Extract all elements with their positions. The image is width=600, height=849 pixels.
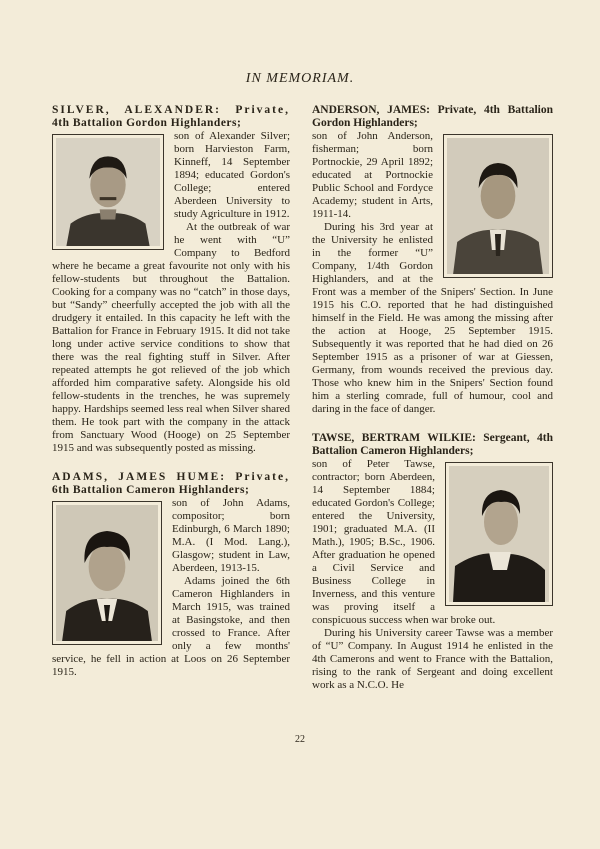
page-header: IN MEMORIAM.	[245, 71, 355, 86]
portrait-image	[56, 505, 158, 641]
page-number: 22	[295, 734, 305, 745]
entry-bio: son of Alexander Silver; born Harvieston Farm, Kinneff, 14 September 1894; educated Gordon's College; entered Aberdeen University to study Agriculture in 1912.	[174, 130, 290, 220]
entry-name: ANDERSON, JAMES:	[312, 104, 430, 116]
entry-unit: 6th Battalion Cameron Highlanders;	[52, 484, 250, 496]
entry-unit: 4th Battalion Gordon Highlanders;	[52, 117, 242, 129]
portrait-image	[447, 138, 549, 274]
entry-body: During his 3rd year at the University he enlisted in the former “U” Company, 1/4th Gordon Highlanders, and at the Front was a member of the Snipers' Section. In June 1915 his C.O. reported that he had distinguished himself in the Field. He was among the missing after the action at Hooge, 25 September 1915. Subsequently it was reported that he had died on 26 September 1915 as a prisoner of war at Giessen, Germany, from wounds received the previous day. Those who knew him in the Snipers' Section found him a sterling comrade, full of humour, cool and daring in the face of danger.	[312, 221, 553, 415]
entry-silver	[52, 104, 290, 455]
entry-rank: Private,	[235, 471, 290, 483]
entry-bio: son of John Anderson, fisherman; born Portnockie, 29 April 1892; educated at Portnockie Public School and Fordyce Academy; student in Arts, 1911-14.	[312, 130, 433, 220]
entry-anderson	[312, 104, 553, 416]
entry-rank: Private, 4th Battalion Gordon Highlanders;	[312, 104, 553, 129]
entry-body: At the outbreak of war he went with “U” Company to Bedford where he became a great favourite not only with his fellow-students but throughout the Battalion. Cooking for a company was no “catch” in those days, but “Sandy” cheerfully accepted the job with all the drudgery it entailed. In this capacity he left with the Battalion for France in February 1915. It did not take long under active service conditions to show that there was the real fighting stuff in Silver. After repeated attempts he got relieved of the job which afforded him comparative safety. Alongside his old fellow-students in the trenches, he was supremely happy. Hardships seemed less real when Silver shared them. He took part with the company in the attack from Sanctuary Wood (Hooge) on 25 September 1915 and was subsequently posted as missing.	[52, 221, 290, 454]
left-column	[52, 104, 290, 679]
portrait-image	[449, 466, 549, 602]
entry-adams	[52, 471, 290, 679]
entry-name: TAWSE, BERTRAM WILKIE:	[312, 432, 476, 444]
entry-heading	[52, 104, 290, 130]
entry-body: During his University career Tawse was a member of “U” Company. In August 1914 he enlisted in the 4th Camerons and went to France with the Battalion, rising to the rank of Sergeant and doing excellent work as a N.C.O. He	[312, 627, 553, 691]
portrait-anderson	[443, 134, 553, 278]
entry-rank: Private,	[235, 104, 290, 116]
entry-bio: son of John Adams, compositor; born Edinburgh, 6 March 1890; M.A. (I Mod. Lang.), Glasgow; student in Law, Aberdeen, 1913-15.	[172, 497, 290, 574]
entry-heading	[312, 432, 553, 458]
portrait-image	[56, 138, 160, 246]
portrait-adams	[52, 501, 162, 645]
entry-body: Adams joined the 6th Cameron Highlanders in March 1915, was trained at Basingstoke, and then crossed to France. After only a few months' service, he fell in action at Loos on 26 September 1915.	[52, 575, 290, 678]
entry-rank: Sergeant, 4th Battalion Cameron Highlanders;	[312, 432, 553, 457]
entry-name: ADAMS, JAMES HUME:	[52, 471, 227, 483]
right-column	[312, 104, 553, 692]
entry-tawse	[312, 432, 553, 692]
entry-name: SILVER, ALEXANDER:	[52, 104, 222, 116]
portrait-silver	[52, 134, 164, 250]
entry-heading	[52, 471, 290, 497]
portrait-tawse	[445, 462, 553, 606]
entry-heading	[312, 104, 553, 130]
entry-bio: son of Peter Tawse, contractor; born Aberdeen, 14 September 1884; educated Gordon's College; entered the University, 1901; graduated M.A. (II Math.), 1905; B.Sc., 1906. After graduation he opened a Civil Service and Business College in Inverness, and this venture was proving itself a conspicuous success when war broke out.	[312, 458, 496, 626]
